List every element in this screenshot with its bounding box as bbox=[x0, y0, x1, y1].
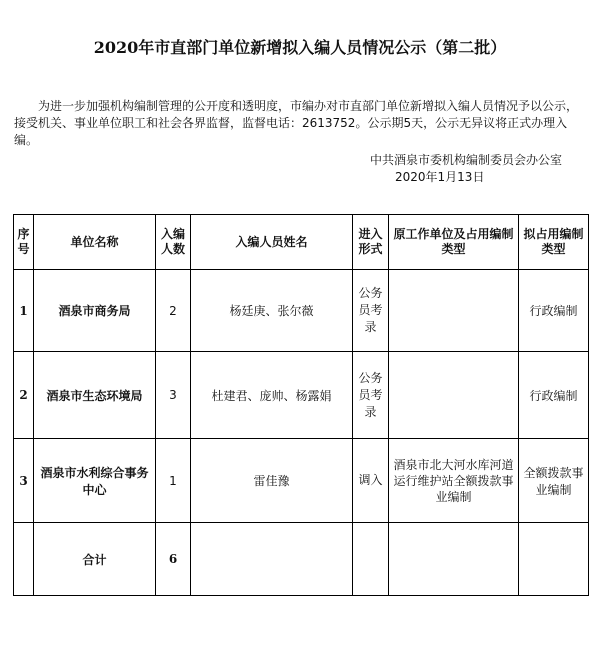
row-count: 3 bbox=[156, 352, 191, 439]
row-seq: 2 bbox=[14, 352, 34, 439]
row-unit: 酒泉市水利综合事务中心 bbox=[34, 439, 156, 523]
total-original-empty bbox=[389, 523, 519, 596]
row-seq: 3 bbox=[14, 439, 34, 523]
header-original: 原工作单位及占用编制类型 bbox=[389, 215, 519, 270]
table-row bbox=[14, 270, 589, 352]
issuer: 中共酒泉市委机构编制委员会办公室 bbox=[369, 153, 562, 167]
header-seq: 序号 bbox=[14, 215, 34, 270]
row-names: 杨廷庚、张尔薇 bbox=[191, 270, 353, 352]
row-method: 公务员考录 bbox=[353, 270, 389, 352]
intro-paragraph: 为进一步加强机构编制管理的公开度和透明度，市编办对市直部门单位新增拟入编人员情况予以公示，接受机关、事业单位职工和社会各界监督，监督电话：2613752。公示期5天，公示无异议将正式办理入编。 bbox=[14, 99, 579, 147]
row-method: 公务员考录 bbox=[353, 352, 389, 439]
total-value: 6 bbox=[156, 523, 191, 596]
row-original: 酒泉市北大河水库河道运行维护站全额拨款事业编制 bbox=[389, 439, 519, 523]
staff-table bbox=[13, 214, 589, 596]
table-total-row bbox=[14, 523, 589, 596]
row-original bbox=[389, 352, 519, 439]
table-row bbox=[14, 439, 589, 523]
table-header-row bbox=[14, 215, 589, 270]
row-names: 杜建君、庞帅、杨露娟 bbox=[191, 352, 353, 439]
header-unit: 单位名称 bbox=[34, 215, 156, 270]
row-proposed: 行政编制 bbox=[519, 270, 589, 352]
row-unit: 酒泉市生态环境局 bbox=[34, 352, 156, 439]
row-method: 调入 bbox=[353, 439, 389, 523]
issue-date: 2020年1月13日 bbox=[395, 170, 485, 184]
header-method: 进入形式 bbox=[353, 215, 389, 270]
header-proposed: 拟占用编制类型 bbox=[519, 215, 589, 270]
total-seq-empty bbox=[14, 523, 34, 596]
header-names: 入编人员姓名 bbox=[191, 215, 353, 270]
table-row bbox=[14, 352, 589, 439]
row-original bbox=[389, 270, 519, 352]
row-names: 雷佳豫 bbox=[191, 439, 353, 523]
total-names-empty bbox=[191, 523, 353, 596]
row-count: 2 bbox=[156, 270, 191, 352]
total-label: 合计 bbox=[34, 523, 156, 596]
header-count: 入编人数 bbox=[156, 215, 191, 270]
total-method-empty bbox=[353, 523, 389, 596]
row-proposed: 行政编制 bbox=[519, 352, 589, 439]
row-seq: 1 bbox=[14, 270, 34, 352]
total-proposed-empty bbox=[519, 523, 589, 596]
document-title: 2020年市直部门单位新增拟入编人员情况公示（第二批） bbox=[93, 38, 507, 57]
row-count: 1 bbox=[156, 439, 191, 523]
row-unit: 酒泉市商务局 bbox=[34, 270, 156, 352]
row-proposed: 全额拨款事业编制 bbox=[519, 439, 589, 523]
